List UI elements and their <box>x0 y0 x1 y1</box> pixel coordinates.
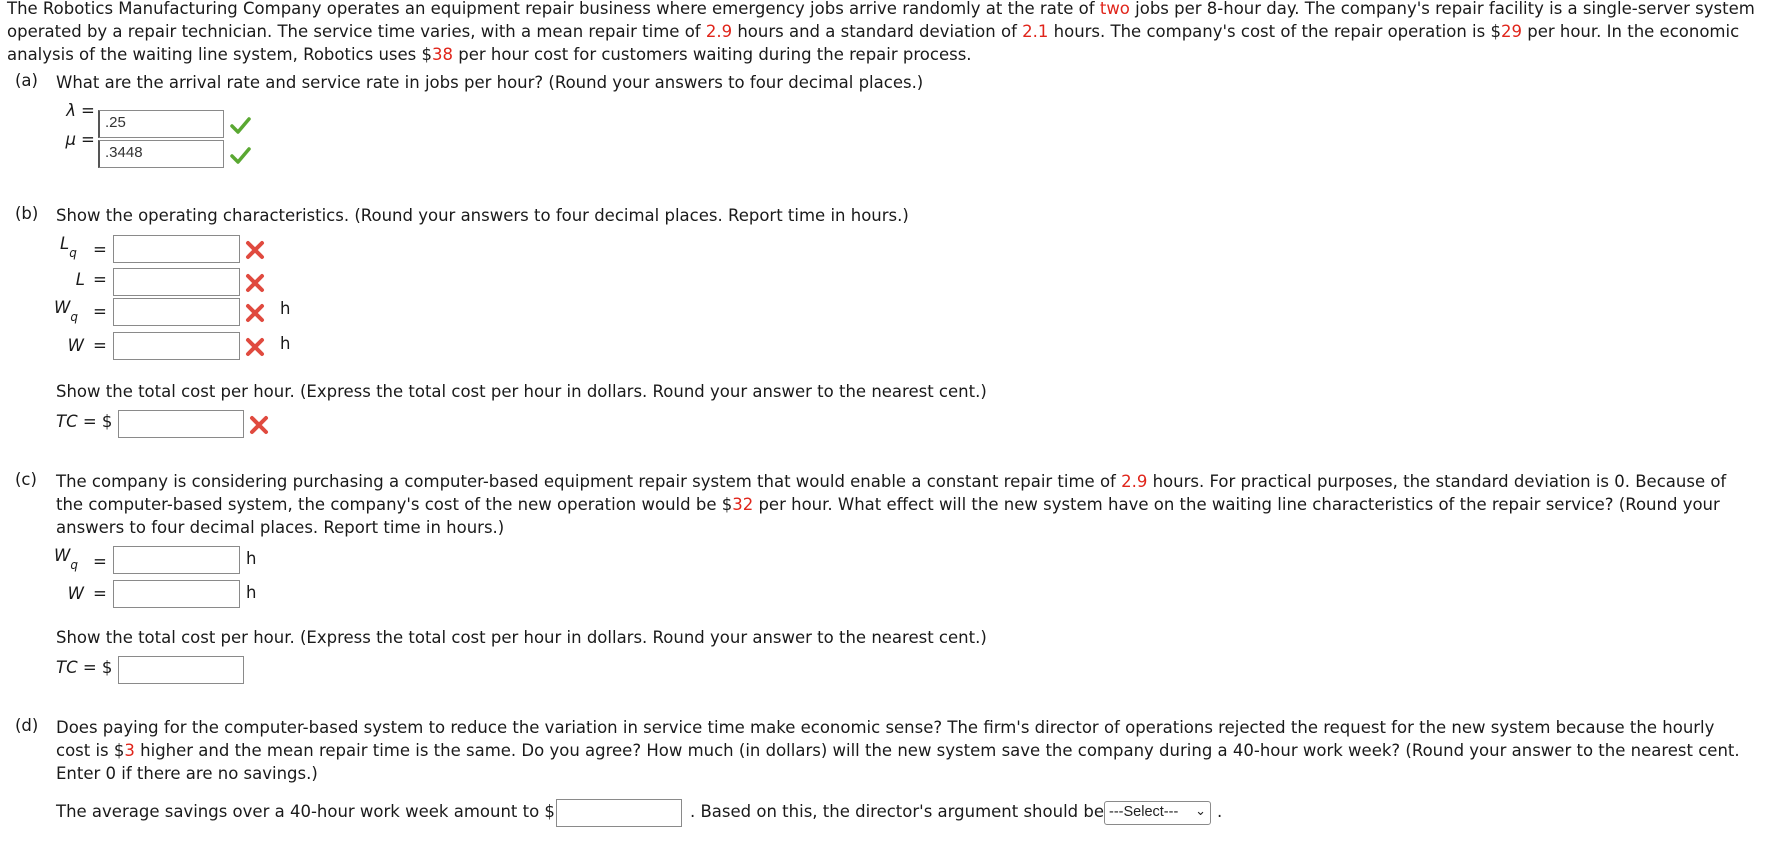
hours-unit: h <box>246 549 257 568</box>
given-std-dev: 2.1 <box>1022 22 1049 41</box>
based-text: . Based on this, the director's argument should be <box>690 802 1104 821</box>
equals-sign: = <box>93 240 107 259</box>
wq-input[interactable] <box>113 298 240 326</box>
equals-sign: = <box>93 270 107 289</box>
tc-input[interactable] <box>118 410 244 438</box>
given-rate: two <box>1099 0 1130 18</box>
cross-icon <box>244 239 266 261</box>
equals-sign: = <box>93 302 107 321</box>
new-wq-input[interactable] <box>113 546 240 574</box>
equals-sign: = <box>93 584 107 603</box>
tc-label: TC = $ <box>56 412 113 431</box>
mu-symbol: μ <box>65 130 76 149</box>
wq-symbol: $W_q$ <box>54 298 78 324</box>
part-d-label: (d) <box>15 716 39 735</box>
lambda-symbol: λ <box>66 101 76 120</box>
wq-symbol: $W_q$ <box>54 546 78 572</box>
hours-unit: h <box>280 334 291 353</box>
cross-icon <box>244 302 266 324</box>
cross-icon <box>244 336 266 358</box>
equals-sign: = <box>93 336 107 355</box>
lambda-input[interactable]: .25 <box>98 110 224 138</box>
check-icon <box>229 144 251 166</box>
l-input[interactable] <box>113 268 240 296</box>
new-tc-input[interactable] <box>118 656 244 684</box>
problem-statement: The Robotics Manufacturing Company operates an equipment repair business where emergency jobs arrive randomly at the rate of two jobs per 8-hour day. The company's repair facility is a single-server system operated by a repair technician. The service time varies, with a mean repair time of 2.9 hours and a standard deviation of 2.1 hours. The company's cost of the repair operation is $29 per hour. In the economic analysis of the waiting line system, Robotics uses $38 per hour cost for customers waiting during the repair process. <box>7 0 1755 64</box>
part-d-question: Does paying for the computer-based system to reduce the variation in service time make economic sense? The firm's director of operations rejected the request for the new system because the hourly cost is $3 higher and the mean repair time is the same. Do you agree? How much (in dollars) will the new system save the company during a 40-hour work week? (Round your answer to the nearest cent. Enter 0 if there are no savings.) <box>56 718 1740 783</box>
check-icon <box>229 114 251 136</box>
w-symbol: W <box>67 336 84 355</box>
l-symbol: L <box>75 270 85 289</box>
tc-label: TC = $ <box>56 658 113 677</box>
lq-input[interactable] <box>113 235 240 263</box>
period: . <box>1217 802 1223 821</box>
lq-symbol: $L_q$ <box>60 234 77 260</box>
w-input[interactable] <box>113 332 240 360</box>
equals-sign: = <box>93 552 107 571</box>
w-symbol: W <box>67 584 84 603</box>
savings-input[interactable] <box>556 799 682 827</box>
part-b-cost-question: Show the total cost per hour. (Express the total cost per hour in dollars. Round your answer to the nearest cent.) <box>56 382 987 401</box>
given-mean-repair: 2.9 <box>705 22 733 41</box>
hours-unit: h <box>280 299 291 318</box>
director-argument-select[interactable]: ---Select--- ⌄ <box>1104 801 1211 825</box>
part-c-question: The company is considering purchasing a computer-based equipment repair system that would enable a constant repair time of 2.9 hours. For practical purposes, the standard deviation is 0. Because of the computer-based system, the company's cost of the new operation would be $32 per hour. What effect will the new system have on the waiting line characteristics of the repair service? (Round your answers to four decimal places. Report time in hours.) <box>56 472 1727 537</box>
chevron-down-icon: ⌄ <box>1195 803 1206 818</box>
given-waiting-cost: 38 <box>432 45 454 64</box>
cross-icon <box>248 414 270 436</box>
mu-input[interactable]: .3448 <box>98 140 224 168</box>
cross-icon <box>244 272 266 294</box>
hours-unit: h <box>246 583 257 602</box>
part-a-label: (a) <box>15 71 38 90</box>
part-b-label: (b) <box>15 204 39 223</box>
equals-sign: = <box>81 101 95 120</box>
part-c-label: (c) <box>15 470 37 489</box>
given-repair-cost: 29 <box>1500 22 1522 41</box>
equals-sign: = <box>81 130 95 149</box>
part-a-question: What are the arrival rate and service rate in jobs per hour? (Round your answers to four decimal places.) <box>56 73 924 92</box>
part-c-cost-question: Show the total cost per hour. (Express the total cost per hour in dollars. Round your answer to the nearest cent.) <box>56 628 987 647</box>
savings-text: The average savings over a 40-hour work week amount to $ <box>56 802 555 821</box>
new-w-input[interactable] <box>113 580 240 608</box>
part-b-question: Show the operating characteristics. (Round your answers to four decimal places. Report time in hours.) <box>56 206 909 225</box>
